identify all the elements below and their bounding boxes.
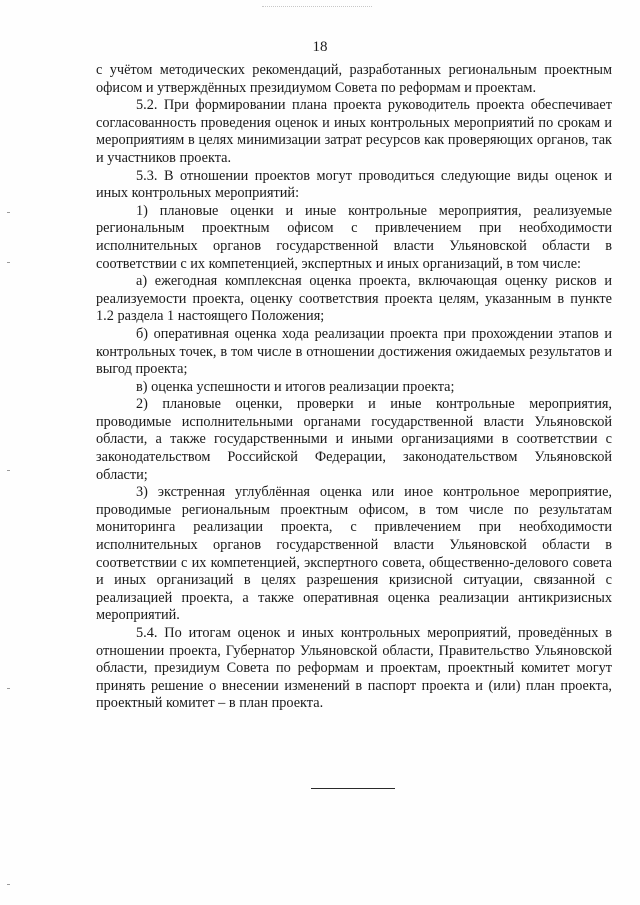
list-subitem-a: а) ежегодная комплексная оценка проекта, включающая оценку рисков и реализуемости проекта, оценку соответствия проекта целям, указанным в пункте 1.2 раздела 1 настоящего Положения; [96,273,612,325]
list-subitem-v: в) оценка успешности и итогов реализации проекта; [136,378,455,395]
list-subitem-b: б) оперативная оценка хода реализации проекта при прохождении этапов и контрольных точек, в том числе в отношении достижения ожидаемых результатов и выгод проекта; [96,325,612,378]
scan-artifact [7,470,10,471]
list-item-2: 2) плановые оценки, проверки и иные контрольные мероприятия, проводимые исполнительными органами государственной власти Ульяновской области, а также государственными и иными организациями в соответствии с законодательством Российской Федерации, законодательством Ульяновской области; [96,396,612,483]
scan-artifact [7,212,10,213]
scan-artifact [7,884,10,885]
paragraph-5-4: 5.4. По итогам оценок и иных контрольных мероприятий, проведённых в отношении проекта, Губернатор Ульяновской области, Правительство Ульяновской области, президиум Совета по реформам и проектам, проектный комитет могут принять решение о внесении изменений в паспорт проекта и (или) план проекта, проектный комитет – в план проекта. [96,625,612,712]
paragraph-5-3: 5.3. В отношении проектов могут проводиться следующие виды оценок и иных контрольных мероприятий: [96,167,612,202]
document-body [96,62,612,713]
scan-artifact [7,688,10,689]
scan-artifact [7,262,10,263]
paragraph-5-2: 5.2. При формировании плана проекта руководитель проекта обеспечивает согласованность проведения оценок и иных контрольных мероприятий по срокам и мероприятиям в целях минимизации затрат ресурсов как проверяющих органов, так и участников проекта. [96,97,612,166]
end-of-section-rule [311,788,395,789]
paragraph-continuation: с учётом методических рекомендаций, разработанных региональным проектным офисом и утверждённых президиумом Совета по реформам и проектам. [96,62,612,96]
scan-artifact [262,6,372,8]
list-item-3: 3) экстренная углублённая оценка или иное контрольное мероприятие, проводимые региональным проектным офисом, в том числе по результатам мониторинга реализации проекта, с привлечением при необходимости исполнительных органов государственной власти Ульяновской области в соответствии с их компетенцией, экспертного совета, общественно-делового совета и иных организаций в целях разрешения кризисной ситуации, связанной с реализацией проекта, а также оперативная оценка реализации антикризисных мероприятий. [96,484,612,624]
list-item-1: 1) плановые оценки и иные контрольные мероприятия, реализуемые региональным проектным офисом с привлечением при необходимости исполнительных органов государственной власти Ульяновской области в соответствии с их компетенцией, экспертных и иных организаций, в том числе: [96,202,612,272]
page-number: 18 [312,39,328,55]
